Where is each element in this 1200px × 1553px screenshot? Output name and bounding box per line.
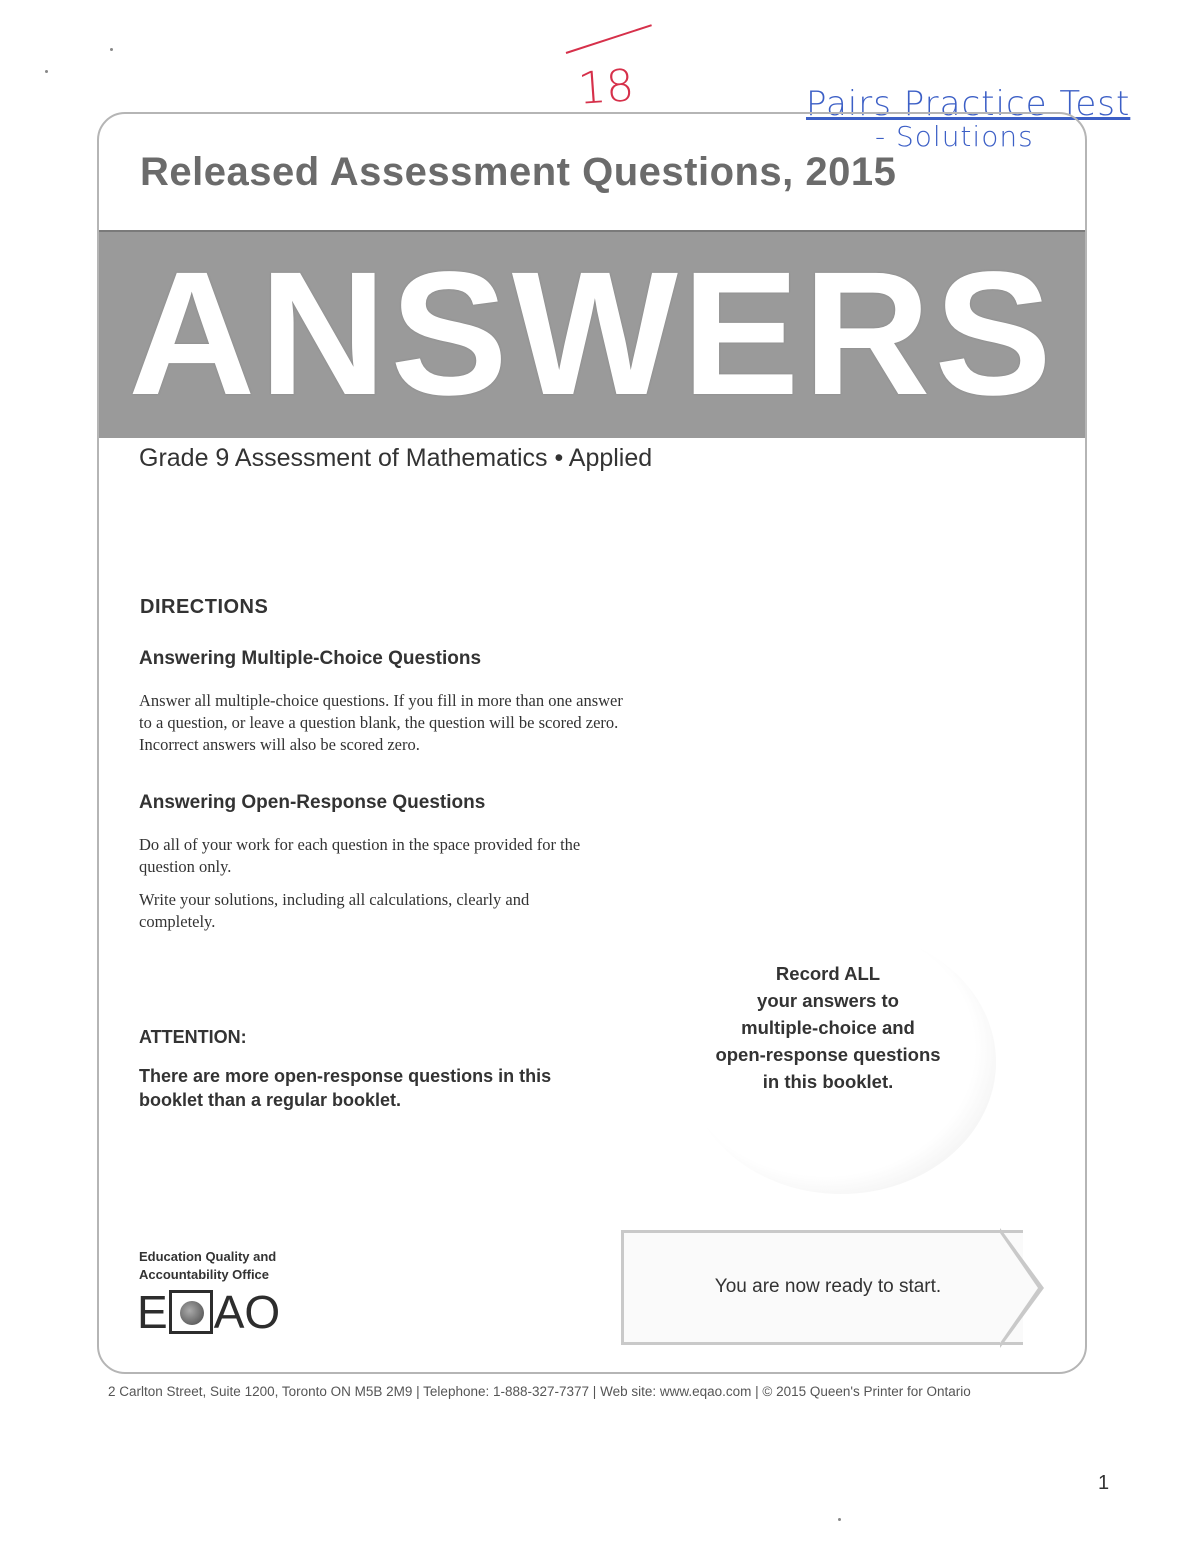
scan-speck: [838, 1518, 841, 1521]
organization-name: [139, 1248, 276, 1284]
logo-q-emblem-icon: [169, 1290, 213, 1334]
record-callout-line: in this booklet.: [762, 1071, 894, 1092]
handwritten-score: 18: [576, 60, 636, 115]
organization-name-line: Accountability Office: [139, 1267, 270, 1282]
record-callout-text: [690, 960, 966, 1095]
answers-banner-text: ANSWERS: [128, 236, 1056, 432]
multiple-choice-heading: Answering Multiple-Choice Questions: [139, 648, 482, 669]
multiple-choice-instructions: Answer all multiple-choice questions. If you fill in more than one answer to a question, or leave a question blank, the question will be scored zero. Incorrect answers will also be scored zero.: [139, 691, 623, 754]
open-response-heading: Answering Open-Response Questions: [139, 792, 486, 813]
ready-to-start-text: You are now ready to start.: [714, 1276, 942, 1297]
record-callout-line: Record ALL: [775, 963, 881, 984]
record-callout-line: multiple-choice and: [741, 1017, 915, 1038]
open-response-instruction-1: Do all of your work for each question in the space provided for the question only.: [139, 835, 581, 876]
grade-subtitle: Grade 9 Assessment of Mathematics • Applied: [139, 444, 653, 472]
eqao-logo: [137, 1288, 280, 1336]
logo-letters: AO: [213, 1286, 281, 1338]
handwritten-note-subtitle: - Solutions: [875, 120, 1034, 153]
directions-heading: DIRECTIONS: [140, 596, 269, 618]
organization-name-line: Education Quality and: [139, 1249, 277, 1264]
page-number: 1: [1098, 1472, 1110, 1494]
handwritten-note-title: Pairs Practice Test: [806, 84, 1131, 124]
logo-letter: E: [137, 1286, 168, 1338]
record-callout-line: open-response questions: [715, 1044, 941, 1065]
attention-heading: ATTENTION:: [139, 1027, 247, 1047]
record-callout-line: your answers to: [757, 990, 899, 1011]
attention-text: There are more open-response questions in this booklet than a regular booklet.: [139, 1066, 552, 1110]
scan-speck: [110, 48, 113, 51]
footer-contact-line: 2 Carlton Street, Suite 1200, Toronto ON M5B 2M9 | Telephone: 1-888-327-7377 | Web site: www.eqao.com | © 2015 Queen's Printer for Ontario: [108, 1384, 971, 1399]
open-response-instruction-2: Write your solutions, including all calculations, clearly and completely.: [139, 890, 530, 931]
scan-speck: [45, 70, 48, 73]
score-strike-mark: [566, 24, 652, 54]
document-title: Released Assessment Questions, 2015: [140, 150, 897, 194]
